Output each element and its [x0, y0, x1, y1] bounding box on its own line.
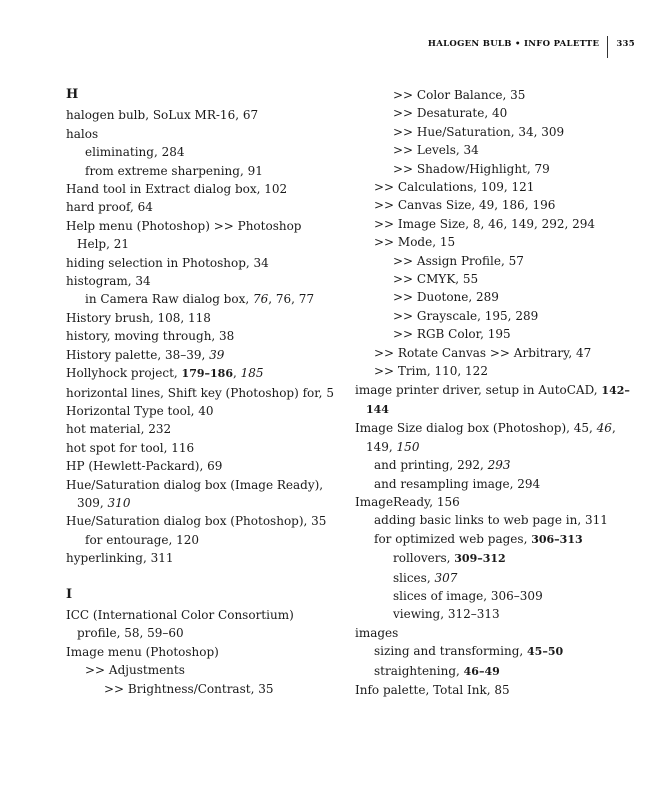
entry-text: horizontal lines, Shift key (Photoshop) for, 5	[66, 385, 334, 400]
index-subentry	[355, 252, 635, 270]
entry-text: >> CMYK, 55	[393, 272, 479, 287]
page-ref-italic: 76	[253, 292, 269, 307]
index-entry	[355, 624, 635, 642]
entry-text: hiding selection in Photoshop, 34	[66, 255, 269, 270]
index-subentry	[355, 307, 635, 325]
index-subentry	[66, 290, 336, 308]
entry-text: >> Assign Profile, 57	[393, 253, 524, 268]
page-ref-bold: 46–49	[463, 664, 500, 678]
index-subentry	[355, 642, 635, 661]
entry-text: ,	[232, 366, 241, 381]
index-subentry	[355, 104, 635, 122]
entry-text: History brush, 108, 118	[66, 310, 211, 325]
entry-text: for optimized web pages,	[374, 531, 532, 546]
entry-text: Hue/Saturation dialog box (Photoshop), 35	[66, 514, 327, 529]
entry-text: hot spot for tool, 116	[66, 440, 195, 455]
entry-text: viewing, 312–313	[393, 607, 500, 622]
entry-text: ICC (International Color Consortium) profile, 58, 59–60	[66, 607, 294, 641]
entry-text: >> Image Size, 8, 46, 149, 292, 294	[374, 216, 596, 231]
index-subentry	[355, 587, 635, 605]
entry-text: >> Hue/Saturation, 34, 309	[393, 124, 565, 139]
page-number: 335	[616, 39, 635, 49]
entry-text: slices of image, 306–309	[393, 588, 543, 603]
page-ref-bold: 306–313	[531, 532, 583, 546]
index-entry	[355, 493, 635, 511]
index-subentry	[355, 475, 635, 493]
entry-text: >> Adjustments	[85, 663, 185, 678]
entry-text: Image Size dialog box (Photoshop), 45,	[355, 421, 597, 436]
page-ref-italic: 293	[487, 458, 511, 473]
entry-text: >> Trim, 110, 122	[374, 364, 488, 379]
entry-text: rollovers,	[393, 551, 455, 566]
index-entry	[66, 217, 336, 254]
index-entry	[66, 643, 336, 661]
index-letter-heading: I	[66, 586, 73, 602]
index-subentry	[66, 162, 336, 180]
index-subentry	[355, 123, 635, 141]
page-ref-italic: 310	[107, 495, 131, 510]
entry-text: >> RGB Color, 195	[393, 327, 511, 342]
index-subentry	[355, 605, 635, 623]
entry-text: Horizontal Type tool, 40	[66, 403, 214, 418]
entry-text: Image menu (Photoshop)	[66, 644, 219, 659]
index-subentry	[355, 530, 635, 549]
index-subentry	[355, 456, 635, 474]
index-subentry	[355, 215, 635, 233]
entry-text: HP (Hewlett-Packard), 69	[66, 459, 223, 474]
index-letter-heading: H	[66, 87, 79, 102]
entry-text: straightening,	[374, 663, 464, 678]
entry-text: Hue/Saturation dialog box (Image Ready), 309,	[66, 477, 324, 510]
entry-text: histogram, 34	[66, 274, 151, 289]
entry-text: history, moving through, 38	[66, 329, 235, 344]
index-subentry	[355, 344, 635, 362]
index-entry	[66, 364, 336, 383]
index-entry	[66, 327, 336, 345]
entry-text: halos	[66, 126, 99, 141]
index-subentry	[355, 511, 635, 529]
entry-text: >> Mode, 15	[374, 235, 456, 250]
entry-text: eliminating, 284	[85, 145, 185, 160]
index-entry	[66, 309, 336, 327]
section-gap	[66, 568, 336, 586]
page-ref-italic: 185	[240, 366, 264, 381]
index-subentry	[355, 86, 635, 104]
entry-text: hard proof, 64	[66, 200, 153, 215]
page-ref-italic: 46	[596, 421, 612, 436]
entry-text: image printer driver, setup in AutoCAD,	[355, 382, 602, 397]
index-entry	[66, 606, 336, 643]
entry-text: Hand tool in Extract dialog box, 102	[66, 182, 288, 197]
entry-text: >> Color Balance, 35	[393, 88, 526, 102]
index-subentry	[355, 196, 635, 214]
entry-text: and printing, 292,	[374, 458, 488, 473]
page-ref-italic: 307	[434, 570, 458, 585]
index-entry	[355, 681, 635, 699]
entry-text: History palette, 38–39,	[66, 347, 210, 362]
index-subentry	[355, 178, 635, 196]
index-subentry	[355, 270, 635, 288]
index-entry	[66, 384, 336, 402]
entry-text: , 76, 77	[268, 292, 315, 307]
index-entry	[66, 198, 336, 216]
entry-text: images	[355, 625, 399, 640]
entry-text: >> Calculations, 109, 121	[374, 180, 535, 195]
index-subentry	[355, 569, 635, 587]
index-entry	[66, 272, 336, 290]
entry-text: and resampling image, 294	[374, 476, 541, 491]
index-column-left	[66, 86, 336, 698]
index-entry	[66, 420, 336, 438]
entry-text: in Camera Raw dialog box,	[85, 292, 253, 307]
index-subentry	[355, 160, 635, 178]
page-ref-bold: 179–186	[181, 367, 233, 381]
index-entry	[66, 457, 336, 475]
index-entry	[66, 106, 336, 124]
entry-text: Help menu (Photoshop) >> Photoshop Help, 21	[66, 218, 302, 252]
index-entry	[66, 180, 336, 198]
index-subentry	[66, 531, 336, 549]
index-subentry	[66, 680, 336, 698]
index-entry	[66, 476, 336, 513]
entry-text: >> Grayscale, 195, 289	[393, 308, 539, 323]
page-ref-italic: 150	[396, 439, 420, 454]
entry-text: slices,	[393, 570, 435, 585]
entry-text: >> Rotate Canvas >> Arbitrary, 47	[374, 345, 592, 360]
index-entry	[66, 439, 336, 457]
entry-text: sizing and transforming,	[374, 644, 528, 659]
entry-text: from extreme sharpening, 91	[85, 163, 263, 178]
index-subentry	[355, 362, 635, 380]
entry-text: >> Desaturate, 40	[393, 106, 508, 121]
entry-text: >> Canvas Size, 49, 186, 196	[374, 198, 556, 213]
entry-text: ImageReady, 156	[355, 494, 460, 509]
page-ref-bold: 309–312	[454, 552, 506, 566]
entry-text: >> Levels, 34	[393, 143, 479, 158]
index-subentry	[355, 662, 635, 681]
index-entry	[66, 254, 336, 272]
index-entry	[66, 346, 336, 364]
index-entry	[66, 125, 336, 143]
entry-text: , 149,	[366, 421, 616, 454]
running-head: HALOGEN BULB • INFO PALETTE	[427, 39, 600, 49]
index-subentry	[355, 141, 635, 159]
page-ref-bold: 142–144	[366, 383, 630, 416]
index-subentry	[355, 233, 635, 251]
entry-text: hot material, 232	[66, 422, 172, 437]
index-entry	[66, 549, 336, 567]
entry-text: for entourage, 120	[85, 532, 200, 547]
entry-text: >> Brightness/Contrast, 35	[104, 681, 274, 696]
index-column-right	[355, 86, 635, 699]
index-entry	[355, 381, 635, 420]
running-header	[428, 36, 635, 58]
entry-text: >> Shadow/Highlight, 79	[393, 161, 550, 176]
page-ref-bold: 45–50	[527, 645, 564, 659]
entry-text: Info palette, Total Ink, 85	[355, 683, 510, 697]
index-entry	[355, 419, 635, 456]
entry-text: halogen bulb, SoLux MR-16, 67	[66, 108, 259, 123]
index-subentry	[355, 325, 635, 343]
index-entry	[66, 402, 336, 420]
entry-text: Hollyhock project,	[66, 366, 182, 381]
index-entry	[66, 512, 336, 530]
entry-text: hyperlinking, 311	[66, 551, 174, 566]
index-subentry	[355, 288, 635, 306]
entry-text: adding basic links to web page in, 311	[374, 513, 608, 528]
header-divider	[607, 36, 608, 58]
index-subentry	[66, 143, 336, 161]
page-ref-italic: 39	[209, 347, 225, 362]
entry-text: >> Duotone, 289	[393, 290, 499, 305]
index-subentry	[355, 549, 635, 568]
index-subentry	[66, 661, 336, 679]
